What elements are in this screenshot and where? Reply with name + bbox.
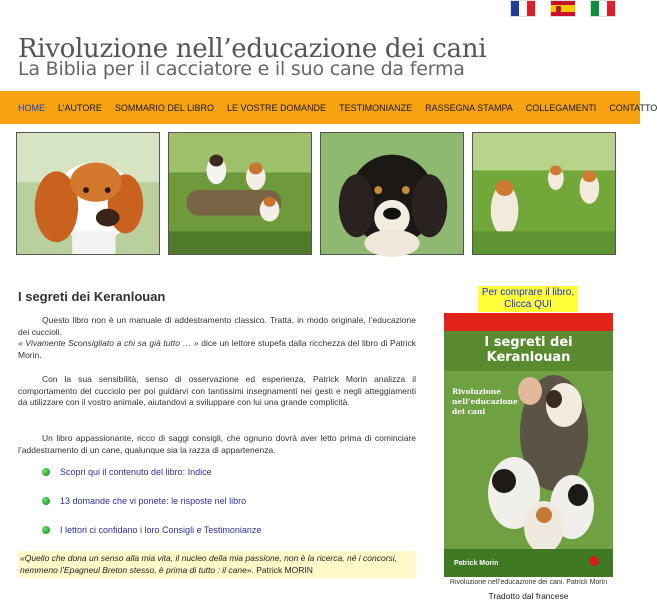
dog-photo-3 (320, 132, 464, 255)
page-heading: I segreti dei Keranlouan (18, 289, 166, 304)
site-title: Rivoluzione nell’educazione dei cani (18, 34, 487, 64)
book-caption: Rivoluzione nell’educazione dei cani. Patrick Morin (449, 579, 608, 586)
book-cover[interactable] (444, 313, 613, 577)
italian-flag-icon[interactable] (590, 0, 616, 17)
nav-links[interactable]: COLLEGAMENTI (525, 102, 597, 113)
reader-quote: « Vivamente Sconsigliato a chi sa già tutto … » (18, 338, 199, 349)
buy-line-1[interactable]: Per comprare il libro, (481, 287, 575, 298)
content-links (42, 466, 261, 553)
book-translation: Tradotto dal francese (488, 591, 569, 601)
nav-contact[interactable]: CONTATTO (609, 102, 657, 113)
green-bullet-icon (42, 497, 50, 505)
nav-questions[interactable]: LE VOSTRE DOMANDE (227, 102, 327, 113)
sensibility-paragraph (18, 374, 416, 409)
link-index[interactable] (42, 466, 261, 478)
nav-contents[interactable]: SOMMARIO DEL LIBRO (114, 102, 215, 113)
nav-home[interactable]: HOME (18, 102, 45, 113)
quote-text: «Quello che dona un senso alla mia vita, il nucleo della mia passione, non è la ricerca, né i concorsi, nemmeno l’Epagneul Breton stesso, è prima di tutto : il cane». (20, 553, 398, 575)
site-subtitle: La Biblia per il cacciatore e il suo cane da ferma (18, 58, 465, 80)
buy-line-2[interactable]: Clicca QUI (504, 299, 552, 310)
dog-photo-2 (168, 132, 312, 255)
book-paragraph (18, 433, 416, 456)
author-quote (18, 551, 416, 578)
dog-photo-1 (16, 132, 160, 255)
book-cover-author: Patrick Morin (454, 560, 499, 567)
language-flags (510, 0, 616, 17)
spanish-flag-icon[interactable] (550, 0, 576, 17)
green-bullet-icon (42, 526, 50, 534)
intro-text: Questo libro non è un manuale di addestramento classico. Tratta, in modo originale, l’educazione dei cuccioli. (18, 315, 416, 337)
link-questions[interactable] (42, 495, 261, 507)
nav-testimonials[interactable]: TESTIMONIANZE (339, 102, 413, 113)
link-questions-label[interactable]: 13 domande che vi ponete: le risposte nel libro (60, 496, 247, 506)
intro-rest: dice un lettore stupefa dalla ricchezza del libro di Patrick Morin. (18, 338, 417, 360)
nav-author[interactable]: L’AUTORE (58, 102, 102, 113)
link-index-label[interactable]: Scopri qui il contenuto del libro: Indice (60, 467, 212, 477)
buy-book-link[interactable] (478, 286, 578, 312)
dog-photo-4 (472, 132, 616, 255)
book-text: Un libro appassionante, ricco di saggi consigli, che ognuno dovrà aver letto prima di cominciare l’addestramento di un cane, qualunque sia la razza di appartenenza. (18, 433, 416, 455)
quote-author: Patrick MORIN (253, 564, 313, 575)
french-flag-icon[interactable] (510, 0, 536, 17)
link-testimonials[interactable] (42, 524, 261, 536)
book-cover-subtitle: Rivoluzione nell’educazione dei cani (452, 387, 518, 416)
main-nav (0, 91, 657, 124)
nav-press[interactable]: RASSEGNA STAMPA (425, 102, 513, 113)
sensibility-text: Con la sua sensibilità, senso di osservazione ed esperienza, Patrick Morin analizza il comportamento del cucciolo per poi guidarvi con tantissimi insegnamenti nei gesti e negli atteggiamenti da utilizzare con il vostro animale, aiutandovi a sviluppare con lui una grande complicità. (18, 374, 416, 408)
book-cover-title: I segreti dei Keranlouan (484, 335, 573, 365)
link-testimonials-label[interactable]: I lettori ci confidano i loro Consigli e Testimonianze (60, 525, 262, 535)
photo-gallery (16, 132, 616, 255)
intro-paragraph (18, 315, 416, 361)
green-bullet-icon (42, 468, 50, 476)
